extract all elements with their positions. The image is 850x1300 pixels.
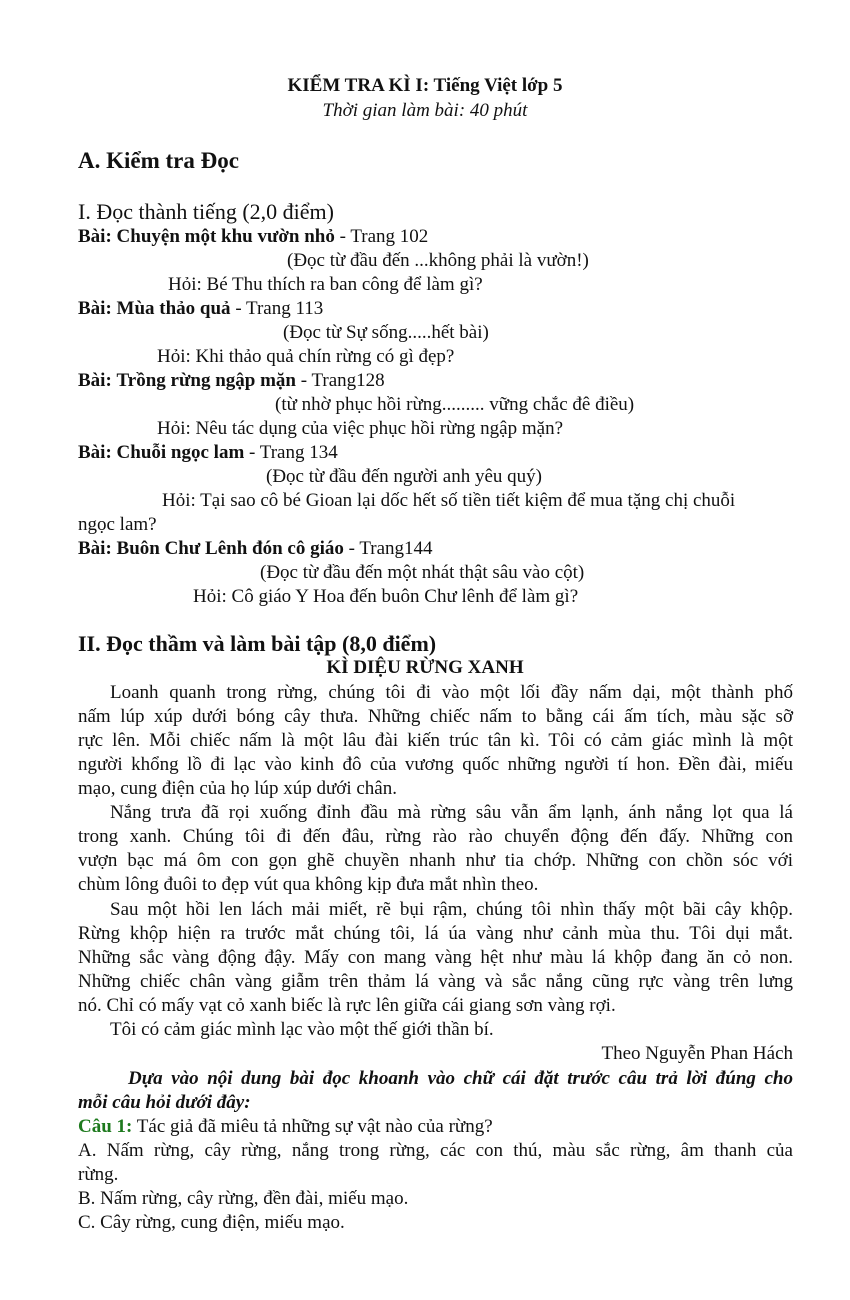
reading-item-range: (từ nhờ phục hồi rừng......... vững chắc đê điều) bbox=[275, 394, 635, 415]
item-title: Buôn Chư Lênh đón cô giáo bbox=[116, 538, 344, 559]
reading-item-range: (Đọc từ đầu đến ...không phải là vườn!) bbox=[287, 250, 589, 271]
item-title: Trồng rừng ngập mặn bbox=[116, 370, 296, 391]
reading-item-question: Hỏi: Nêu tác dụng của việc phục hồi rừng ngập mặn? bbox=[157, 418, 564, 439]
reading-item-question-cont: ngọc lam? bbox=[78, 514, 157, 535]
story-line: Những sắc vàng động đậy. Mấy con mang vàng hệt như màu lá khộp đang ăn cỏ non. bbox=[78, 947, 793, 968]
story-line: Tôi có cảm giác mình lạc vào một thế giới thần bí. bbox=[110, 1019, 494, 1040]
item-title: Chuyện một khu vườn nhỏ bbox=[116, 226, 335, 247]
story-line: mạo, cung điện của họ lúp xúp dưới chân. bbox=[78, 778, 397, 799]
story-line: rực lên. Mỗi chiếc nấm là một lâu đài kiến trúc tân kì. Tôi có cảm giác mình là một bbox=[78, 730, 793, 751]
story-line: chùm lông đuôi to đẹp vút qua không kịp đưa mắt nhìn theo. bbox=[78, 874, 539, 895]
item-page: - Trang 113 bbox=[230, 298, 324, 319]
answer-option-a-cont[interactable]: rừng. bbox=[78, 1164, 119, 1185]
story-line: Sau một hồi len lách mải miết, rẽ bụi rậm, chúng tôi nhìn thấy một bãi cây khộp. bbox=[110, 899, 793, 920]
answer-option-c[interactable]: C. Cây rừng, cung điện, miếu mạo. bbox=[78, 1212, 345, 1233]
exam-title: KIỂM TRA KÌ I: Tiếng Việt lớp 5 bbox=[287, 75, 563, 96]
reading-item-question: Hỏi: Cô giáo Y Hoa đến buôn Chư lênh để làm gì? bbox=[193, 586, 579, 607]
story-line: Nắng trưa đã rọi xuống đỉnh đầu mà rừng sâu vẫn ẩm lạnh, ánh nắng lọt qua lá bbox=[110, 802, 793, 823]
section-a-heading: A. Kiểm tra Đọc bbox=[78, 148, 239, 173]
item-page: - Trang144 bbox=[343, 538, 433, 559]
item-page: - Trang 134 bbox=[244, 442, 338, 463]
exam-duration: Thời gian làm bài: 40 phút bbox=[322, 100, 528, 121]
story-title: KÌ DIỆU RỪNG XANH bbox=[326, 657, 524, 678]
question-label: Câu 1: bbox=[78, 1116, 133, 1137]
story-line: nấm lúp xúp dưới bóng cây thưa. Những chiếc nấm to bằng cái ấm tích, màu sặc sỡ bbox=[78, 706, 793, 727]
item-label: Bài: bbox=[78, 298, 112, 319]
item-title: Mùa thảo quả bbox=[116, 298, 231, 319]
reading-item-range: (Đọc từ đầu đến người anh yêu quý) bbox=[266, 466, 542, 487]
reading-item-question: Hỏi: Khi thảo quả chín rừng có gì đẹp? bbox=[157, 346, 455, 367]
story-line: Rừng khộp hiện ra trước mắt chúng tôi, lá úa vàng như cảnh mùa thu. Tôi dụi mắt. bbox=[78, 923, 793, 944]
reading-item-range: (Đọc từ Sự sống.....hết bài) bbox=[283, 322, 489, 343]
item-title: Chuỗi ngọc lam bbox=[116, 442, 245, 463]
part2-heading: II. Đọc thầm và làm bài tập (8,0 điểm) bbox=[78, 631, 437, 656]
reading-item-title bbox=[78, 537, 433, 561]
story-line: nó. Chỉ có mấy vạt cỏ xanh biếc là rực lên giữa cái giang sơn vàng rợi. bbox=[78, 995, 616, 1016]
item-page: - Trang 102 bbox=[334, 226, 429, 247]
reading-item-title bbox=[78, 441, 338, 465]
reading-item-question: Hỏi: Bé Thu thích ra ban công để làm gì? bbox=[168, 274, 483, 295]
instruction-line: mỗi câu hỏi dưới đây: bbox=[78, 1092, 251, 1113]
story-author: Theo Nguyễn Phan Hách bbox=[601, 1043, 793, 1064]
item-label: Bài: bbox=[78, 442, 112, 463]
part1-heading: I. Đọc thành tiếng (2,0 điểm) bbox=[78, 199, 334, 224]
question-text: Tác giả đã miêu tả những sự vật nào của rừng? bbox=[132, 1116, 493, 1137]
reading-item-range: (Đọc từ đầu đến một nhát thật sâu vào cột) bbox=[260, 562, 585, 583]
reading-item-title bbox=[78, 297, 323, 321]
answer-option-b[interactable]: B. Nấm rừng, cây rừng, đền đài, miếu mạo. bbox=[78, 1188, 409, 1209]
story-line: Loanh quanh trong rừng, chúng tôi đi vào một lối đầy nấm dại, một thành phố bbox=[110, 682, 793, 703]
reading-item-question: Hỏi: Tại sao cô bé Gioan lại dốc hết số tiền tiết kiệm để mua tặng chị chuỗi bbox=[162, 490, 736, 511]
story-line: trong xanh. Chúng tôi đi đến đâu, rừng rào rào chuyển động đến đấy. Những con bbox=[78, 826, 793, 847]
reading-item-title bbox=[78, 369, 385, 393]
item-label: Bài: bbox=[78, 370, 112, 391]
story-line: người khổng lồ đi lạc vào kinh đô của vương quốc những người tí hon. Đền đài, miếu bbox=[78, 754, 793, 775]
question-1 bbox=[78, 1115, 493, 1139]
answer-option-a[interactable]: A. Nấm rừng, cây rừng, nắng trong rừng, các con thú, màu sắc rừng, âm thanh của bbox=[78, 1140, 793, 1161]
item-label: Bài: bbox=[78, 538, 112, 559]
reading-item-title bbox=[78, 225, 428, 249]
story-line: vượn bạc má ôm con gọn ghẽ chuyền nhanh như tia chớp. Những con chồn sóc với bbox=[78, 850, 793, 871]
item-page: - Trang128 bbox=[295, 370, 385, 391]
item-label: Bài: bbox=[78, 226, 112, 247]
story-line: Những chiếc chân vàng giẫm trên thảm lá vàng và sắc nắng cũng rực vàng trên lưng bbox=[78, 971, 793, 992]
instruction-line: Dựa vào nội dung bài đọc khoanh vào chữ cái đặt trước câu trả lời đúng cho bbox=[128, 1068, 793, 1089]
